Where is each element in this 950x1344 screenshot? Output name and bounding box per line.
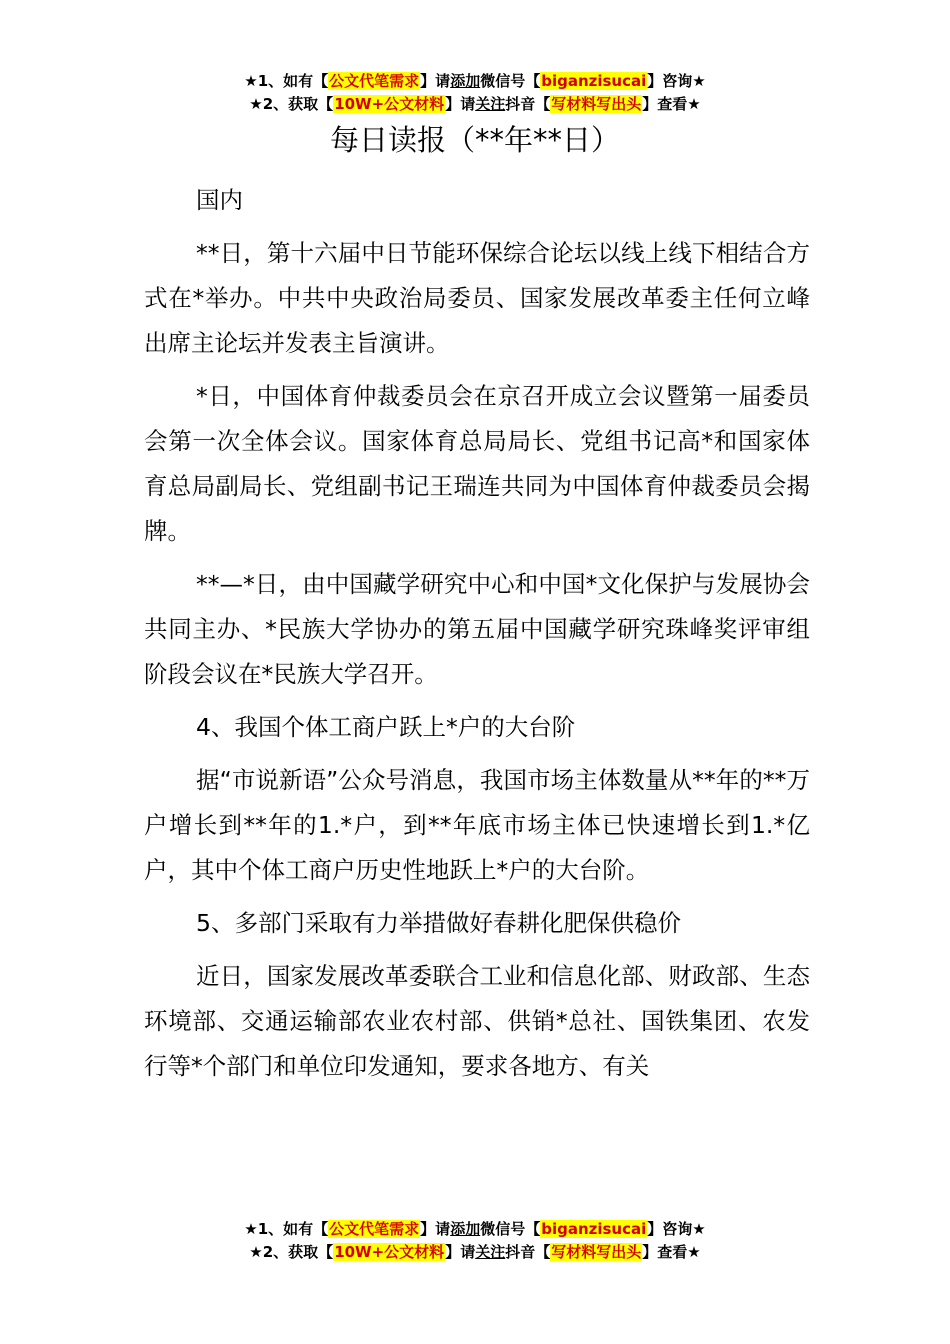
- footer-banner: [0, 1218, 950, 1264]
- banner-text: 】咨询★: [647, 72, 706, 90]
- banner-text: ★2、获取【: [249, 1243, 334, 1261]
- banner-underline: 添加: [450, 72, 481, 90]
- banner-text: 】咨询★: [647, 1220, 706, 1238]
- banner-line-1: [0, 70, 950, 93]
- banner-highlight: biganzisucai: [541, 1220, 647, 1238]
- banner-underline: 添加: [450, 1220, 481, 1238]
- banner-text: 】请: [420, 72, 451, 90]
- paragraph: **—*日，由中国藏学研究中心和中国*文化保护与发展协会共同主办、*民族大学协办的第五届中国藏学研究珠峰奖评审组阶段会议在*民族大学召开。: [144, 570, 810, 688]
- banner-text: 微信号【: [480, 1220, 541, 1238]
- banner-underline: 关注: [475, 95, 506, 113]
- paragraph: 据“市说新语”公众号消息，我国市场主体数量从**年的**万户增长到**年的1.*户，到**年底市场主体已快速增长到1.*亿户，其中个体工商户历史性地跃上*户的大台阶。: [144, 766, 810, 884]
- banner-highlight: 写材料写出头: [551, 95, 642, 113]
- banner-text: 抖音【: [505, 1243, 551, 1261]
- banner-underline: 关注: [475, 1243, 506, 1261]
- banner-text: 】请: [445, 95, 476, 113]
- header-banner: [0, 70, 950, 116]
- banner-line-1: [0, 1218, 950, 1241]
- document-body: [144, 178, 810, 1097]
- banner-text: 抖音【: [505, 95, 551, 113]
- banner-highlight: 写材料写出头: [551, 1243, 642, 1261]
- banner-highlight: 10W+公文材料: [334, 95, 445, 113]
- banner-text: 微信号【: [480, 72, 541, 90]
- item-heading: 5、多部门采取有力举措做好春耕化肥保供稳价: [196, 909, 681, 937]
- banner-text: 】查看★: [642, 1243, 701, 1261]
- paragraph: *日，中国体育仲裁委员会在京召开成立会议暨第一届委员会第一次全体会议。国家体育总局局长、党组书记高*和国家体育总局副局长、党组副书记王瑞连共同为中国体育仲裁委员会揭牌。: [144, 382, 810, 545]
- banner-line-2: [0, 93, 950, 116]
- banner-text: 】请: [420, 1220, 451, 1238]
- banner-highlight: 公文代笔需求: [329, 72, 420, 90]
- banner-text: ★1、如有【: [244, 72, 329, 90]
- paragraph: 近日，国家发展改革委联合工业和信息化部、财政部、生态环境部、交通运输部农业农村部、供销*总社、国铁集团、农发行等*个部门和单位印发通知，要求各地方、有关: [144, 962, 810, 1080]
- item-heading: 4、我国个体工商户跃上*户的大台阶: [196, 713, 576, 741]
- banner-line-2: [0, 1241, 950, 1264]
- banner-text: 】查看★: [642, 95, 701, 113]
- banner-text: ★2、获取【: [249, 95, 334, 113]
- banner-text: 】请: [445, 1243, 476, 1261]
- paragraph: **日，第十六届中日节能环保综合论坛以线上线下相结合方式在*举办。中共中央政治局委员、国家发展改革委主任何立峰出席主论坛并发表主旨演讲。: [144, 239, 810, 357]
- banner-highlight: 10W+公文材料: [334, 1243, 445, 1261]
- banner-text: ★1、如有【: [244, 1220, 329, 1238]
- page-title: 每日读报（**年**日）: [329, 123, 620, 157]
- section-heading: 国内: [196, 186, 243, 214]
- banner-highlight: biganzisucai: [541, 72, 647, 90]
- banner-highlight: 公文代笔需求: [329, 1220, 420, 1238]
